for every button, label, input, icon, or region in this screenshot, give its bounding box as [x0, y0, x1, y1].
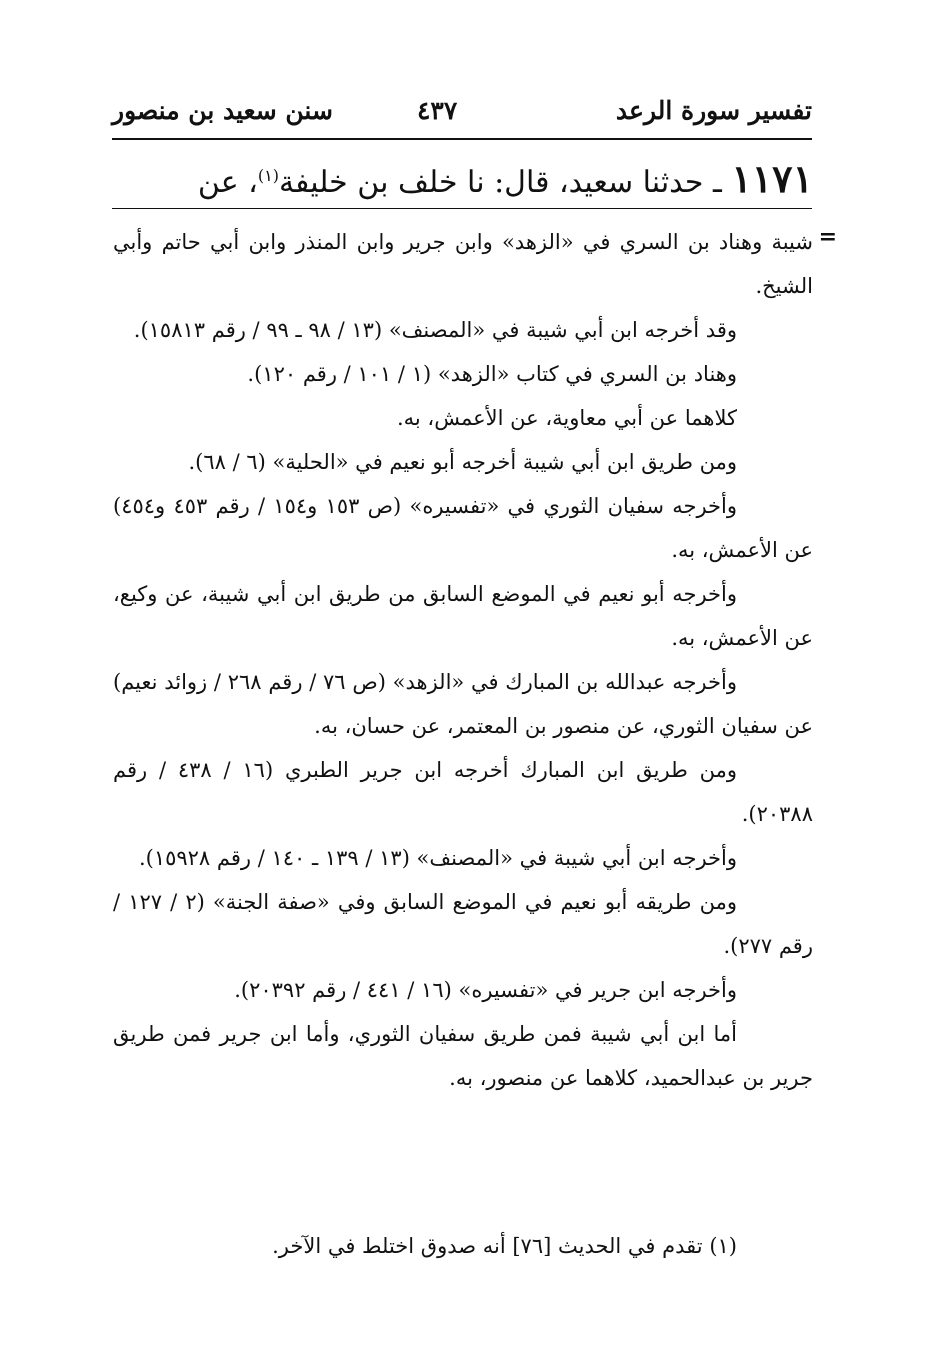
hadith-text: [113, 150, 813, 209]
footnote-reference: (١): [257, 166, 279, 185]
note-paragraph: وأخرجه أبو نعيم في الموضع السابق من طريق ابن أبي شيبة، عن وكيع، عن الأعمش، به.: [113, 582, 813, 650]
footnote-continuation: [113, 220, 813, 1100]
note-paragraph: وأخرجه ابن أبي شيبة في «المصنف» (١٣ / ١٣٩ ـ ١٤٠ / رقم ١٥٩٢٨).: [138, 846, 737, 870]
hadith-number: ١١٧١: [731, 156, 813, 201]
note-paragraph: أما ابن أبي شيبة فمن طريق سفيان الثوري، وأما ابن جرير فمن طريق جرير بن عبدالحميد، كلاهما عن منصور، به.: [113, 1022, 813, 1090]
book-title: سنن سعيد بن منصور: [112, 96, 333, 125]
page-number: ٤٣٧: [417, 96, 458, 125]
note-paragraph: وقد أخرجه ابن أبي شيبة في «المصنف» (١٣ / ٩٨ ـ ٩٩ / رقم ١٥٨١٣).: [133, 318, 737, 342]
footnote: (١) تقدم في الحديث [٧٦] أنه صدوق اختلط في الآخر.: [272, 1234, 737, 1258]
note-paragraph: ومن طريق ابن أبي شيبة أخرجه أبو نعيم في «الحلية» (٦ / ٦٨).: [188, 450, 737, 474]
hadith-chain-end: ، عن: [197, 165, 258, 200]
chapter-title: تفسير سورة الرعد: [615, 96, 812, 125]
hadith-dash: ـ: [713, 165, 722, 200]
hadith-chain: حدثنا سعيد، قال: نا خلف بن خليفة: [278, 165, 704, 200]
note-paragraph: كلاهما عن أبي معاوية، عن الأعمش، به.: [396, 406, 737, 430]
note-paragraph: وهناد بن السري في كتاب «الزهد» (١ / ١٠١ / رقم ١٢٠).: [247, 362, 737, 386]
note-paragraph: ومن طريق ابن المبارك أخرجه ابن جرير الطبري (١٦ / ٤٣٨ / رقم ٢٠٣٨٨).: [113, 758, 813, 826]
running-header: [112, 96, 812, 132]
header-divider: [112, 138, 812, 140]
note-paragraph: وأخرجه سفيان الثوري في «تفسيره» (ص ١٥٣ و١٥٤ / رقم ٤٥٣ و٤٥٤) عن الأعمش، به.: [113, 494, 813, 562]
note-paragraph: وأخرجه ابن جرير في «تفسيره» (١٦ / ٤٤١ / رقم ٢٠٣٩٢).: [234, 978, 737, 1002]
note-paragraph: وأخرجه عبدالله بن المبارك في «الزهد» (ص ٧٦ / رقم ٢٦٨ / زوائد نعيم) عن سفيان الثوري، عن منصور بن المعتمر، عن حسان، به.: [113, 670, 813, 738]
text-divider: [112, 208, 812, 209]
continuation-mark: =: [818, 224, 837, 250]
note-paragraph: ومن طريقه أبو نعيم في الموضع السابق وفي «صفة الجنة» (٢ / ١٢٧ / رقم ٢٧٧).: [113, 890, 813, 958]
note-paragraph: شيبة وهناد بن السري في «الزهد» وابن جرير وابن المنذر وابن أبي حاتم وأبي الشيخ.: [113, 230, 813, 298]
